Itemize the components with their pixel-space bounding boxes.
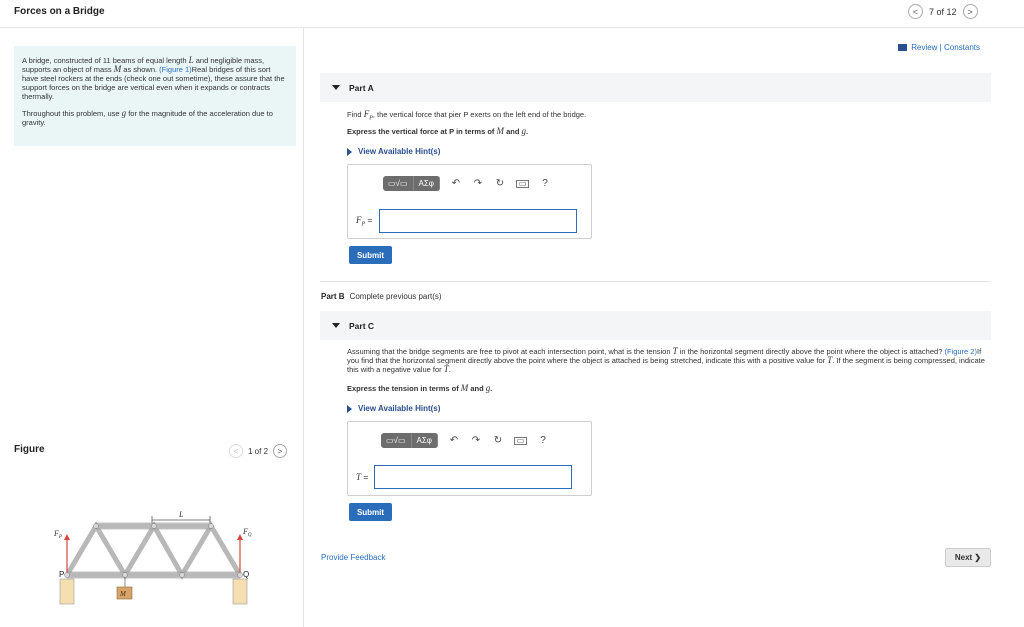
question-text: Find: [347, 110, 364, 119]
var-g: g: [485, 383, 491, 393]
pier-p: [60, 579, 74, 604]
column-divider: [303, 28, 304, 627]
previous-item-button[interactable]: [908, 4, 923, 19]
express-text: Express the vertical force at P in terms of: [347, 127, 497, 136]
label-FQ-sub: Q: [247, 533, 252, 538]
reset-icon[interactable]: ↻: [493, 435, 503, 446]
header-divider: [0, 27, 1024, 28]
provide-feedback-link[interactable]: Provide Feedback: [321, 553, 386, 562]
figure-page-count: 1 of 2: [248, 446, 269, 456]
templates-button[interactable]: ▭√▭: [383, 176, 414, 191]
figure-prev-button[interactable]: [229, 444, 243, 458]
problem-text: Throughout this problem, use: [22, 109, 122, 118]
math-toolbar: [383, 176, 551, 191]
toolbar-group: [381, 433, 438, 448]
var-T: T: [827, 355, 833, 365]
chevron-right-icon: >: [277, 446, 283, 456]
figure-2-link[interactable]: (Figure 2): [944, 347, 977, 356]
part-a-header[interactable]: [320, 73, 991, 102]
page-count: 7 of 12: [929, 6, 957, 17]
part-b-label: Part B: [321, 292, 345, 301]
answer-input[interactable]: [374, 465, 572, 489]
part-c-label: Part C: [349, 320, 375, 331]
part-a-express: [347, 127, 528, 136]
answer-label: [356, 215, 373, 228]
label-FP: [53, 529, 62, 540]
problem-text: and negligible mass, supports an object of mass: [22, 56, 265, 74]
part-b-header: [321, 292, 442, 301]
part-a-hint-link[interactable]: [347, 147, 440, 156]
diagonal-beams: [67, 526, 240, 575]
problem-text: Real bridges of this sort have steel rockers at the ends (check one out sometime), these assure that the support forces on the bridge are vertical even when it expands or contracts thermally.: [22, 65, 285, 101]
part-c-submit-button[interactable]: Submit: [349, 503, 392, 521]
var-F: F: [363, 109, 370, 119]
math-toolbar: [381, 433, 549, 448]
symbols-button[interactable]: ΑΣφ: [412, 433, 438, 448]
var-M: M: [113, 64, 122, 74]
part-b-status: Complete previous part(s): [349, 292, 442, 301]
page-title: Forces on a Bridge: [14, 6, 105, 17]
problem-paragraph-1: [22, 56, 288, 101]
var-L: L: [188, 55, 194, 65]
help-button[interactable]: ?: [540, 435, 546, 446]
var-T: T: [356, 472, 362, 482]
toolbar-group: [383, 176, 440, 191]
pier-q: [233, 579, 247, 604]
caret-down-icon: [332, 323, 340, 328]
equals-sign: =: [365, 214, 373, 225]
problem-paragraph-2: [22, 109, 288, 127]
answer-label: [356, 472, 368, 482]
truss: [67, 526, 240, 575]
problem-statement: [14, 46, 296, 146]
question-text: .: [448, 365, 451, 374]
figure-pager: [229, 444, 287, 458]
var-subscript: P: [369, 115, 373, 122]
chevron-right-icon: >: [967, 6, 973, 17]
review-constants-label: Review | Constants: [911, 43, 980, 52]
part-c-question: [347, 347, 987, 374]
keyboard-icon[interactable]: ▭: [516, 180, 529, 188]
var-g: g: [521, 126, 527, 136]
part-a-submit-button[interactable]: Submit: [349, 246, 392, 264]
part-a-question: [347, 110, 586, 124]
question-text: Assuming that the bridge segments are free to pivot at each intersection point, what is the tension: [347, 347, 673, 356]
var-g: g: [121, 108, 127, 118]
pager: [908, 4, 978, 19]
label-FP-sub: P: [58, 535, 62, 540]
express-text: and: [468, 384, 486, 393]
part-c-header[interactable]: [320, 311, 991, 340]
book-icon: [898, 44, 907, 51]
hint-label: View Available Hint(s): [358, 404, 441, 413]
keyboard-icon[interactable]: ▭: [514, 437, 527, 445]
figure-1-link[interactable]: (Figure 1): [159, 65, 192, 74]
redo-icon[interactable]: ↷: [473, 178, 483, 189]
chevron-left-icon: <: [912, 6, 919, 17]
arrowhead-p: [64, 534, 70, 540]
var-subscript: P: [361, 221, 366, 228]
problem-text: A bridge, constructed of 11 beams of equal length: [22, 56, 189, 65]
answer-row: [356, 209, 577, 233]
question-text: , the vertical force that pier P exerts on the left end of the bridge.: [372, 110, 587, 119]
express-text: .: [490, 384, 493, 393]
undo-icon[interactable]: ↶: [449, 435, 459, 446]
label-L: L: [179, 510, 184, 519]
templates-button[interactable]: ▭√▭: [381, 433, 412, 448]
label-FQ: [242, 527, 252, 538]
label-Q: Q: [243, 570, 250, 579]
figure-next-button[interactable]: [273, 444, 287, 458]
label-FQ-main: F: [243, 527, 248, 536]
undo-icon[interactable]: ↶: [451, 178, 461, 189]
next-button[interactable]: Next ❯: [945, 548, 991, 567]
hint-label: View Available Hint(s): [358, 147, 441, 156]
var-F: F: [356, 214, 362, 225]
question-text: . If the segment is being compressed, indicate this with a negative value for: [347, 356, 985, 374]
caret-right-icon: [347, 148, 352, 156]
figure-title: Figure: [14, 444, 45, 455]
express-text: Express the tension in terms of: [347, 384, 461, 393]
label-P: P: [59, 570, 65, 579]
reset-icon[interactable]: ↻: [495, 178, 505, 189]
part-a-label: Part A: [349, 82, 374, 93]
label-M: M: [120, 590, 126, 598]
var-T: T: [443, 364, 449, 374]
question-text: If you find that the horizontal segment directly above the point where the object is attached is being stretched, indicate this with a positive value for: [347, 347, 982, 365]
chevron-left-icon: <: [233, 446, 239, 456]
part-c-hint-link[interactable]: [347, 404, 440, 413]
part-c-answer-box: [347, 421, 592, 496]
express-text: .: [526, 127, 529, 136]
problem-text: as shown.: [121, 65, 160, 74]
part-c-express: [347, 384, 492, 393]
question-text: in the horizontal segment directly above the point where the object is attached?: [677, 347, 945, 356]
var-T: T: [672, 346, 678, 356]
label-FP-main: F: [54, 529, 59, 538]
part-a-answer-box: [347, 164, 592, 239]
var-M: M: [496, 126, 505, 136]
answer-row: [356, 465, 572, 489]
review-constants-link[interactable]: [898, 43, 980, 52]
part-b-divider: [320, 281, 991, 282]
next-item-button[interactable]: [963, 4, 978, 19]
var-M: M: [460, 383, 469, 393]
redo-icon[interactable]: ↷: [471, 435, 481, 446]
equals-sign: =: [361, 472, 369, 482]
answer-input[interactable]: [379, 209, 577, 233]
express-text: and: [504, 127, 522, 136]
caret-down-icon: [332, 85, 340, 90]
bridge-figure: [40, 505, 280, 610]
problem-text: for the magnitude of the acceleration due to gravity.: [22, 109, 273, 127]
symbols-button[interactable]: ΑΣφ: [414, 176, 440, 191]
caret-right-icon: [347, 405, 352, 413]
help-button[interactable]: ?: [542, 178, 548, 189]
